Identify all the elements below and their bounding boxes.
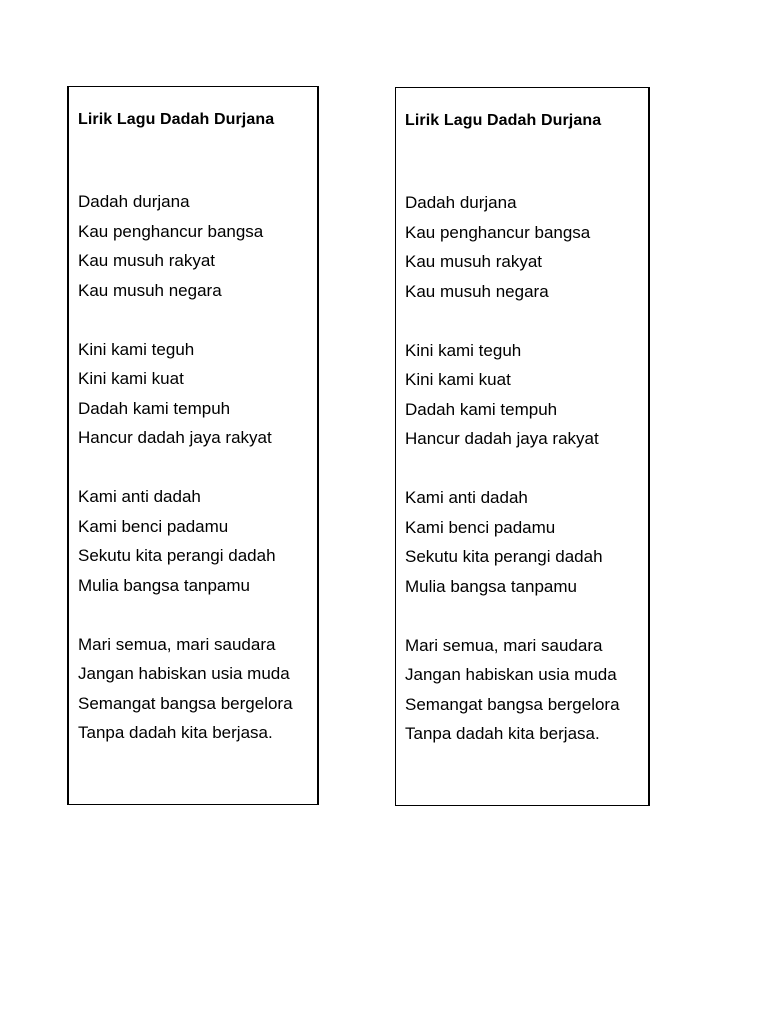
lyric-line: Kau musuh rakyat: [405, 252, 543, 271]
lyric-line: Kau musuh negara: [78, 280, 222, 300]
lyric-line: Semangat bangsa bergelora: [78, 693, 293, 713]
lyric-line: Dadah kami tempuh: [78, 398, 231, 418]
lyric-line: Hancur dadah jaya rakyat: [405, 429, 599, 448]
lyric-line: Kini kami teguh: [405, 340, 522, 360]
lyric-line: Kini kami teguh: [78, 339, 195, 359]
lyric-line: Kami anti dadah: [78, 487, 201, 506]
lyric-line: Jangan habiskan usia muda: [78, 664, 290, 683]
lyric-line: Mulia bangsa tanpamu: [78, 575, 251, 595]
lyric-line: Kau musuh rakyat: [78, 251, 216, 270]
stanza: [405, 631, 620, 749]
lyric-line: Kau penghancur bangsa: [405, 222, 591, 242]
lyric-line: Kini kami kuat: [78, 369, 184, 388]
lyric-line: Kami benci padamu: [78, 516, 229, 536]
lyric-line: Mari semua, mari saudara: [405, 635, 603, 655]
lyric-line: Hancur dadah jaya rakyat: [78, 428, 272, 447]
lyric-line: Semangat bangsa bergelora: [405, 694, 620, 714]
stanza: [405, 188, 620, 306]
lyric-line: Dadah kami tempuh: [405, 399, 558, 419]
stanza-list: [405, 188, 620, 778]
lyric-line: Jangan habiskan usia muda: [405, 665, 617, 684]
lyric-line: Dadah durjana: [405, 193, 517, 212]
stanza: [405, 483, 620, 601]
lyric-line: Tanpa dadah kita berjasa.: [78, 723, 273, 742]
lyric-line: Kau penghancur bangsa: [78, 221, 264, 241]
lyric-line: Mari semua, mari saudara: [78, 634, 276, 654]
stanza: [78, 630, 293, 748]
lyric-line: Kau musuh negara: [405, 281, 549, 301]
lyrics-card-right: [395, 87, 650, 806]
lyric-line: Sekutu kita perangi dadah: [78, 546, 276, 565]
lyric-line: Kami benci padamu: [405, 517, 556, 537]
lyric-line: Sekutu kita perangi dadah: [405, 547, 603, 566]
stanza: [78, 335, 293, 453]
stanza-list: [78, 187, 293, 777]
lyric-line: Tanpa dadah kita berjasa.: [405, 724, 600, 743]
lyrics-card-left: [67, 86, 319, 805]
lyric-line: Kini kami kuat: [405, 370, 511, 389]
lyric-line: Mulia bangsa tanpamu: [405, 576, 578, 596]
card-title: Lirik Lagu Dadah Durjana: [405, 112, 602, 129]
stanza: [78, 482, 293, 600]
lyric-line: Dadah durjana: [78, 192, 190, 211]
card-title: Lirik Lagu Dadah Durjana: [78, 111, 275, 128]
stanza: [405, 336, 620, 454]
stanza: [78, 187, 293, 305]
lyric-line: Kami anti dadah: [405, 488, 528, 507]
